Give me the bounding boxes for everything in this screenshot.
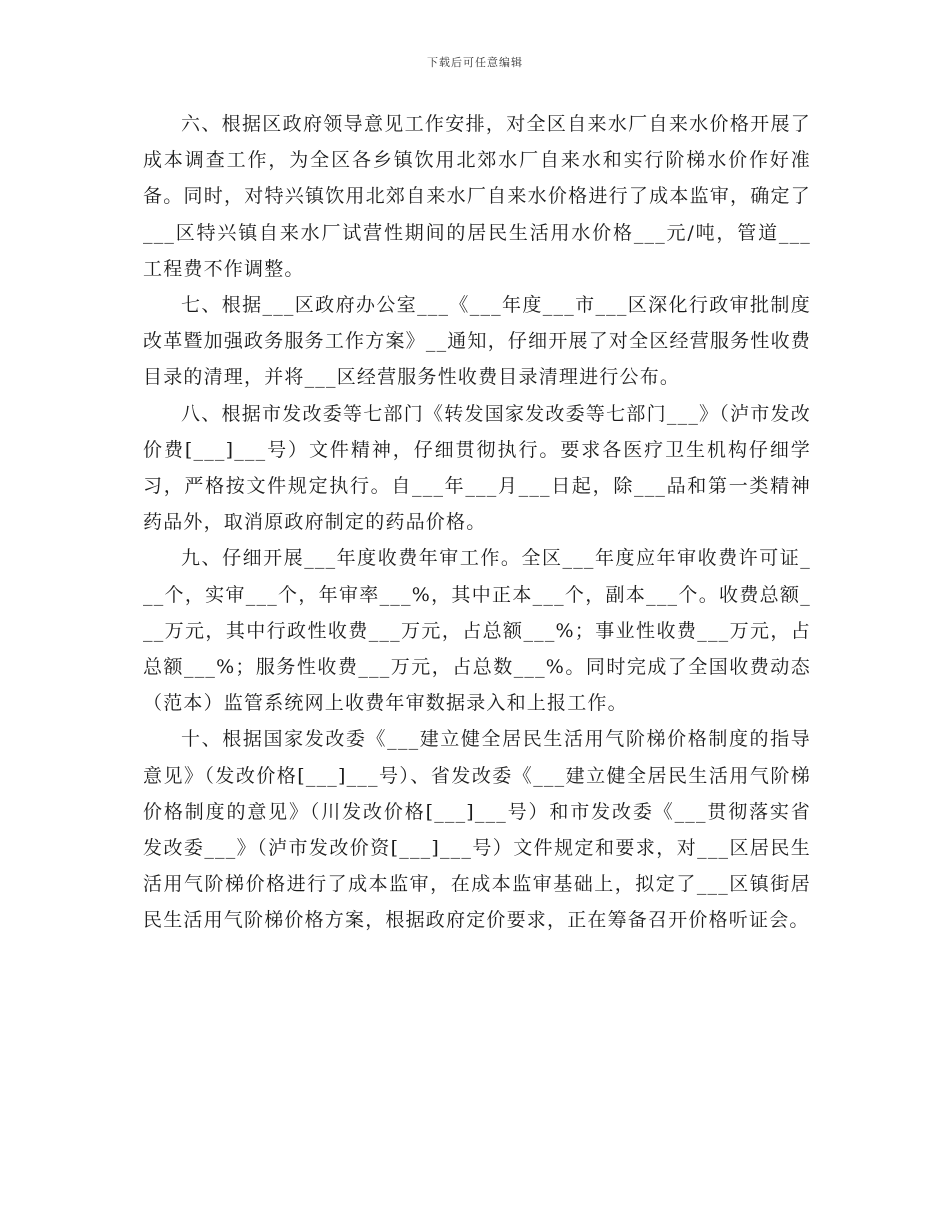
paragraph-7: 七、根据___区政府办公室___《___年度___市___区深化行政审批制度改革暨加强政务服务工作方案》__通知，仔细开展了对全区经营服务性收费目录的清理，并将___区经营服务性收费目录清理进行公布。 — [143, 294, 811, 389]
paragraph-8: 八、根据市发改委等七部门《转发国家发改委等七部门___》（泸市发改价费[___]___号）文件精神，仔细贯彻执行。要求各医疗卫生机构仔细学习，严格按文件规定执行。自___年___月___日起，除___品和第一类精神药品外，取消原政府制定的药品价格。 — [143, 402, 811, 534]
page-header: 下载后可任意编辑 — [427, 56, 523, 69]
paragraph-6: 六、根据区政府领导意见工作安排，对全区自来水厂自来水价格开展了成本调查工作，为全区各乡镇饮用北郊水厂自来水和实行阶梯水价作好准备。同时，对特兴镇饮用北郊自来水厂自来水价格进行了成本监审，确定了___区特兴镇自来水厂试营性期间的居民生活用水价格___元/吨，管道___工程费不作调整。 — [143, 113, 811, 280]
document-body — [143, 106, 811, 939]
paragraph-10: 十、根据国家发改委《___建立健全居民生活用气阶梯价格制度的指导意见》（发改价格[___]___号）、省发改委《___建立健全居民生活用气阶梯价格制度的意见》（川发改价格[___]___号）和市发改委《___贯彻落实省发改委___》（泸市发改价资[___]___号）文件规定和要求，对___区居民生活用气阶梯价格进行了成本监审，在成本监审基础上，拟定了___区镇街居民生活用气阶梯价格方案，根据政府定价要求，正在筹备召开价格听证会。 — [143, 728, 811, 932]
paragraph-9: 九、仔细开展___年度收费年审工作。全区___年度应年审收费许可证___个，实审___个，年审率___%，其中正本___个，副本___个。收费总额___万元，其中行政性收费___万元，占总额___%；事业性收费___万元，占总额___%；服务性收费___万元，占总数___%。同时完成了全国收费动态（范本）监管系统网上收费年审数据录入和上报工作。 — [143, 547, 811, 715]
